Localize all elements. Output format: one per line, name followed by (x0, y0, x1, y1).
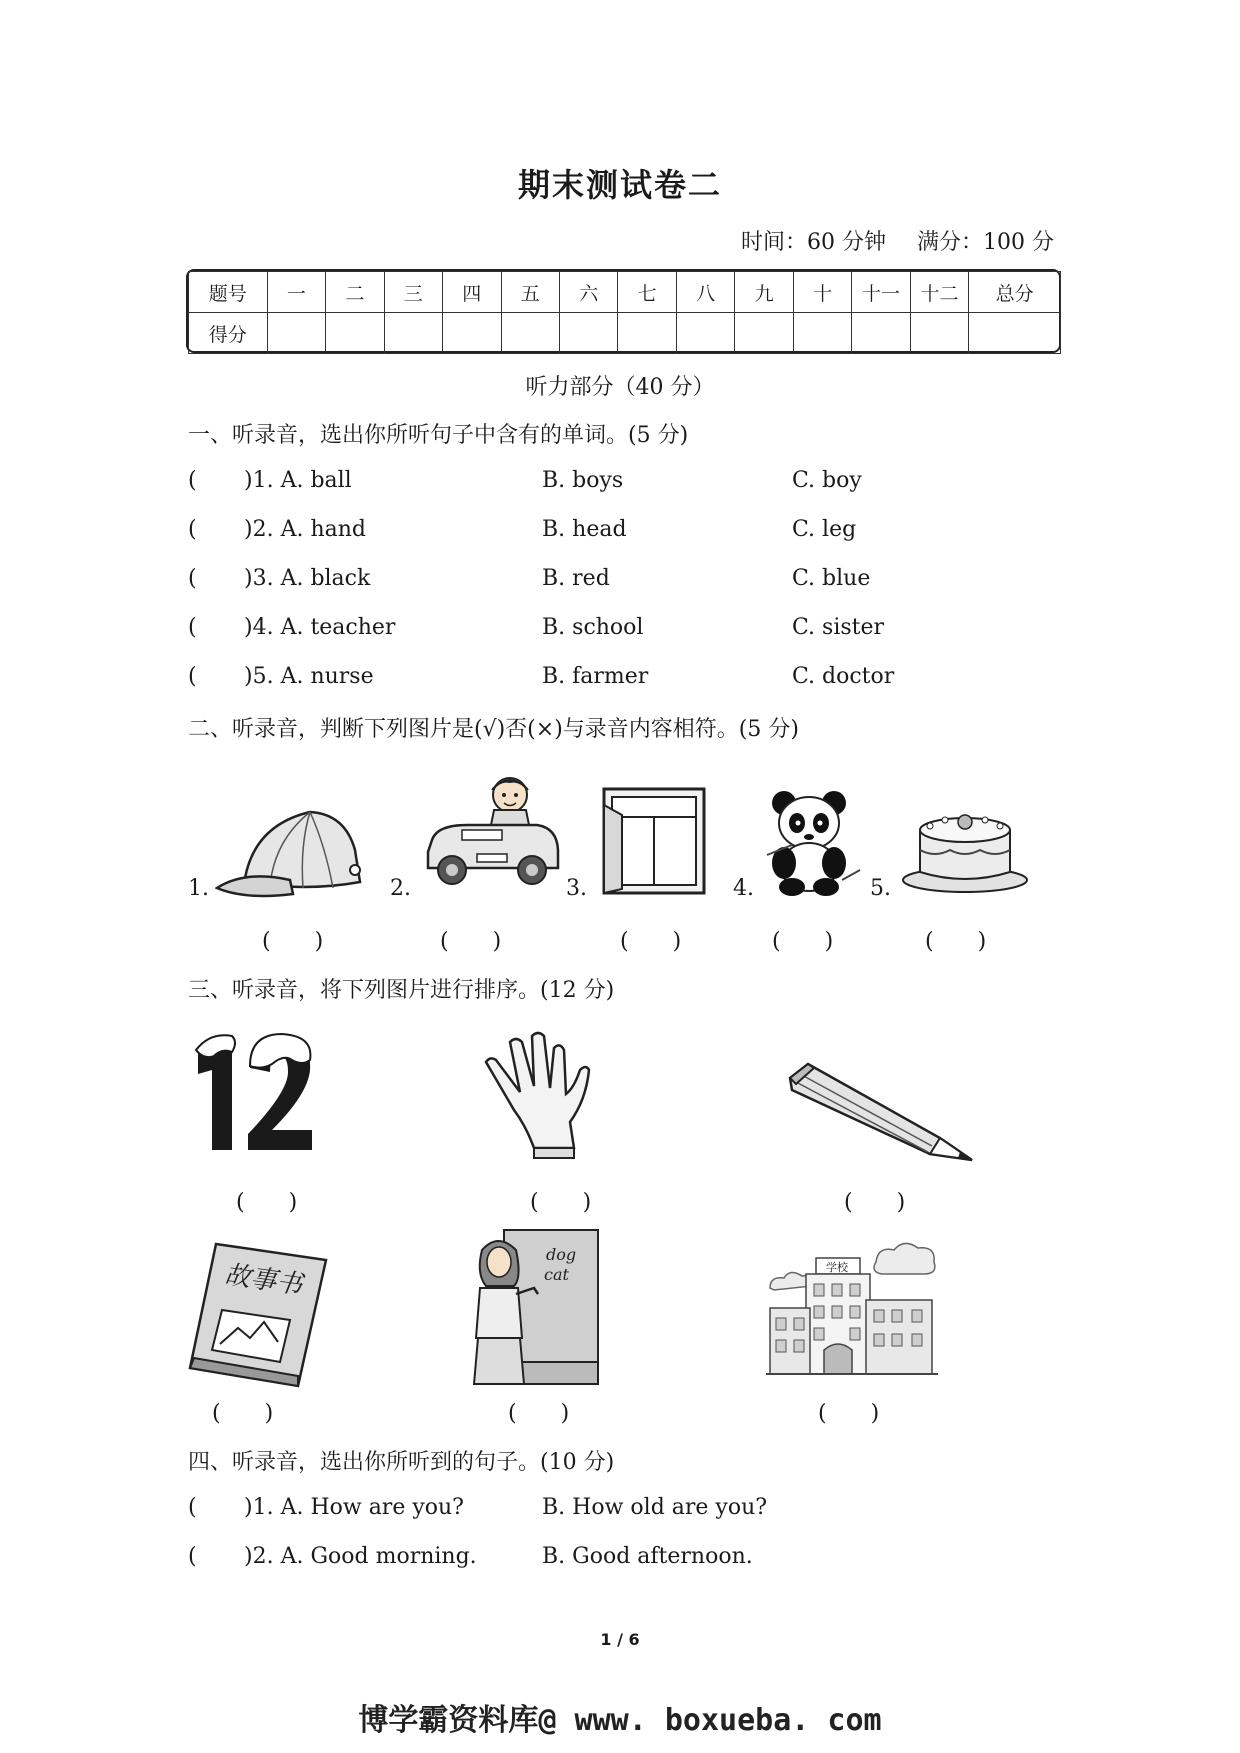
pencil-icon (780, 1060, 975, 1165)
s3-answer-5[interactable]: ( ) (508, 1401, 570, 1426)
number-twelve-icon (192, 1030, 317, 1155)
answer-paren[interactable]: ( (188, 664, 197, 689)
score-cell[interactable] (443, 313, 501, 354)
s2-answer-5[interactable]: ( ) (925, 929, 987, 954)
section1-title: 一、听录音，选出你所听句子中含有的单词。(5 分) (188, 423, 689, 448)
score-cell[interactable] (326, 313, 384, 354)
school-sign: 学校 (826, 1261, 848, 1274)
score-label: 得分 (189, 313, 268, 354)
score-table-header-row (189, 272, 1061, 313)
cake-icon (900, 800, 1030, 895)
page-number: 1 / 6 (600, 1630, 640, 1649)
car-icon (422, 770, 562, 895)
hand-icon (474, 1030, 594, 1160)
score-cell[interactable] (559, 313, 617, 354)
s3-answer-1[interactable]: ( ) (236, 1190, 298, 1215)
school-icon (766, 1238, 938, 1378)
watermark: 博学霸资料库@ www. boxueba. com (358, 1703, 882, 1738)
s2-number-1: 1. (188, 876, 209, 901)
s3-answer-6[interactable]: ( ) (818, 1401, 880, 1426)
option-c: C. doctor (792, 664, 895, 689)
option-b: B. Good afternoon. (542, 1544, 753, 1569)
answer-paren[interactable]: ( (188, 468, 197, 493)
option-a: )4. A. teacher (244, 615, 396, 640)
option-c: C. blue (792, 566, 871, 591)
col-6: 六 (559, 272, 617, 313)
s2-answer-2[interactable]: ( ) (440, 929, 502, 954)
s2-answer-1[interactable]: ( ) (262, 929, 324, 954)
score-cell-total[interactable] (969, 313, 1061, 354)
col-total: 总分 (969, 272, 1061, 313)
answer-paren[interactable]: ( (188, 1495, 197, 1520)
score-cell[interactable] (384, 313, 442, 354)
full-score: 满分：100 分 (917, 230, 1054, 255)
answer-paren[interactable]: ( (188, 615, 197, 640)
teacher-icon (468, 1228, 600, 1386)
col-12: 十二 (910, 272, 968, 313)
answer-paren[interactable]: ( (188, 566, 197, 591)
window-icon (600, 785, 708, 897)
section3-title: 三、听录音，将下列图片进行排序。(12 分) (188, 978, 615, 1003)
score-table-score-row (189, 313, 1061, 354)
col-1: 一 (267, 272, 325, 313)
section4-title: 四、听录音，选出你所听到的句子。(10 分) (188, 1450, 615, 1475)
s2-number-3: 3. (566, 876, 587, 901)
s3-answer-2[interactable]: ( ) (530, 1190, 592, 1215)
time-limit: 时间：60 分钟 (741, 230, 886, 255)
board-word-cat: cat (544, 1265, 569, 1284)
question-number-label: 题号 (189, 272, 268, 313)
section2-title: 二、听录音，判断下列图片是(√)否(×)与录音内容相符。(5 分) (188, 717, 799, 742)
s2-answer-4[interactable]: ( ) (772, 929, 834, 954)
exam-meta (741, 225, 1054, 256)
s2-number-4: 4. (733, 876, 754, 901)
s3-answer-4[interactable]: ( ) (212, 1401, 274, 1426)
col-11: 十一 (852, 272, 910, 313)
option-a: )1. A. How are you? (244, 1495, 464, 1520)
option-b: B. farmer (542, 664, 649, 689)
page-title: 期末测试卷二 (517, 166, 722, 204)
s2-answer-3[interactable]: ( ) (620, 929, 682, 954)
col-3: 三 (384, 272, 442, 313)
option-a: )1. A. ball (244, 468, 352, 493)
storybook-title: 故事书 (222, 1260, 305, 1301)
score-cell[interactable] (735, 313, 793, 354)
option-b: B. red (542, 566, 610, 591)
score-cell[interactable] (793, 313, 851, 354)
answer-paren[interactable]: ( (188, 517, 197, 542)
option-c: C. sister (792, 615, 885, 640)
s3-answer-3[interactable]: ( ) (844, 1190, 906, 1215)
storybook-icon (186, 1238, 331, 1388)
option-c: C. leg (792, 517, 857, 542)
col-4: 四 (443, 272, 501, 313)
s2-number-2: 2. (390, 876, 411, 901)
option-b: B. How old are you? (542, 1495, 768, 1520)
score-table (188, 271, 1061, 354)
option-b: B. boys (542, 468, 624, 493)
option-a: )2. A. Good morning. (244, 1544, 477, 1569)
col-2: 二 (326, 272, 384, 313)
score-cell[interactable] (852, 313, 910, 354)
col-5: 五 (501, 272, 559, 313)
score-cell[interactable] (618, 313, 676, 354)
score-cell[interactable] (267, 313, 325, 354)
s2-number-5: 5. (870, 876, 891, 901)
option-c: C. boy (792, 468, 862, 493)
board-word-dog: dog (546, 1245, 577, 1264)
answer-paren[interactable]: ( (188, 1544, 197, 1569)
col-10: 十 (793, 272, 851, 313)
col-9: 九 (735, 272, 793, 313)
option-a: )5. A. nurse (244, 664, 374, 689)
score-cell[interactable] (501, 313, 559, 354)
option-b: B. head (542, 517, 627, 542)
score-cell[interactable] (910, 313, 968, 354)
option-a: )2. A. hand (244, 517, 366, 542)
col-7: 七 (618, 272, 676, 313)
panda-icon (762, 785, 862, 897)
score-cell[interactable] (676, 313, 734, 354)
option-b: B. school (542, 615, 644, 640)
listening-heading: 听力部分（40 分） (525, 375, 715, 400)
option-a: )3. A. black (244, 566, 371, 591)
col-8: 八 (676, 272, 734, 313)
cap-icon (215, 800, 370, 900)
